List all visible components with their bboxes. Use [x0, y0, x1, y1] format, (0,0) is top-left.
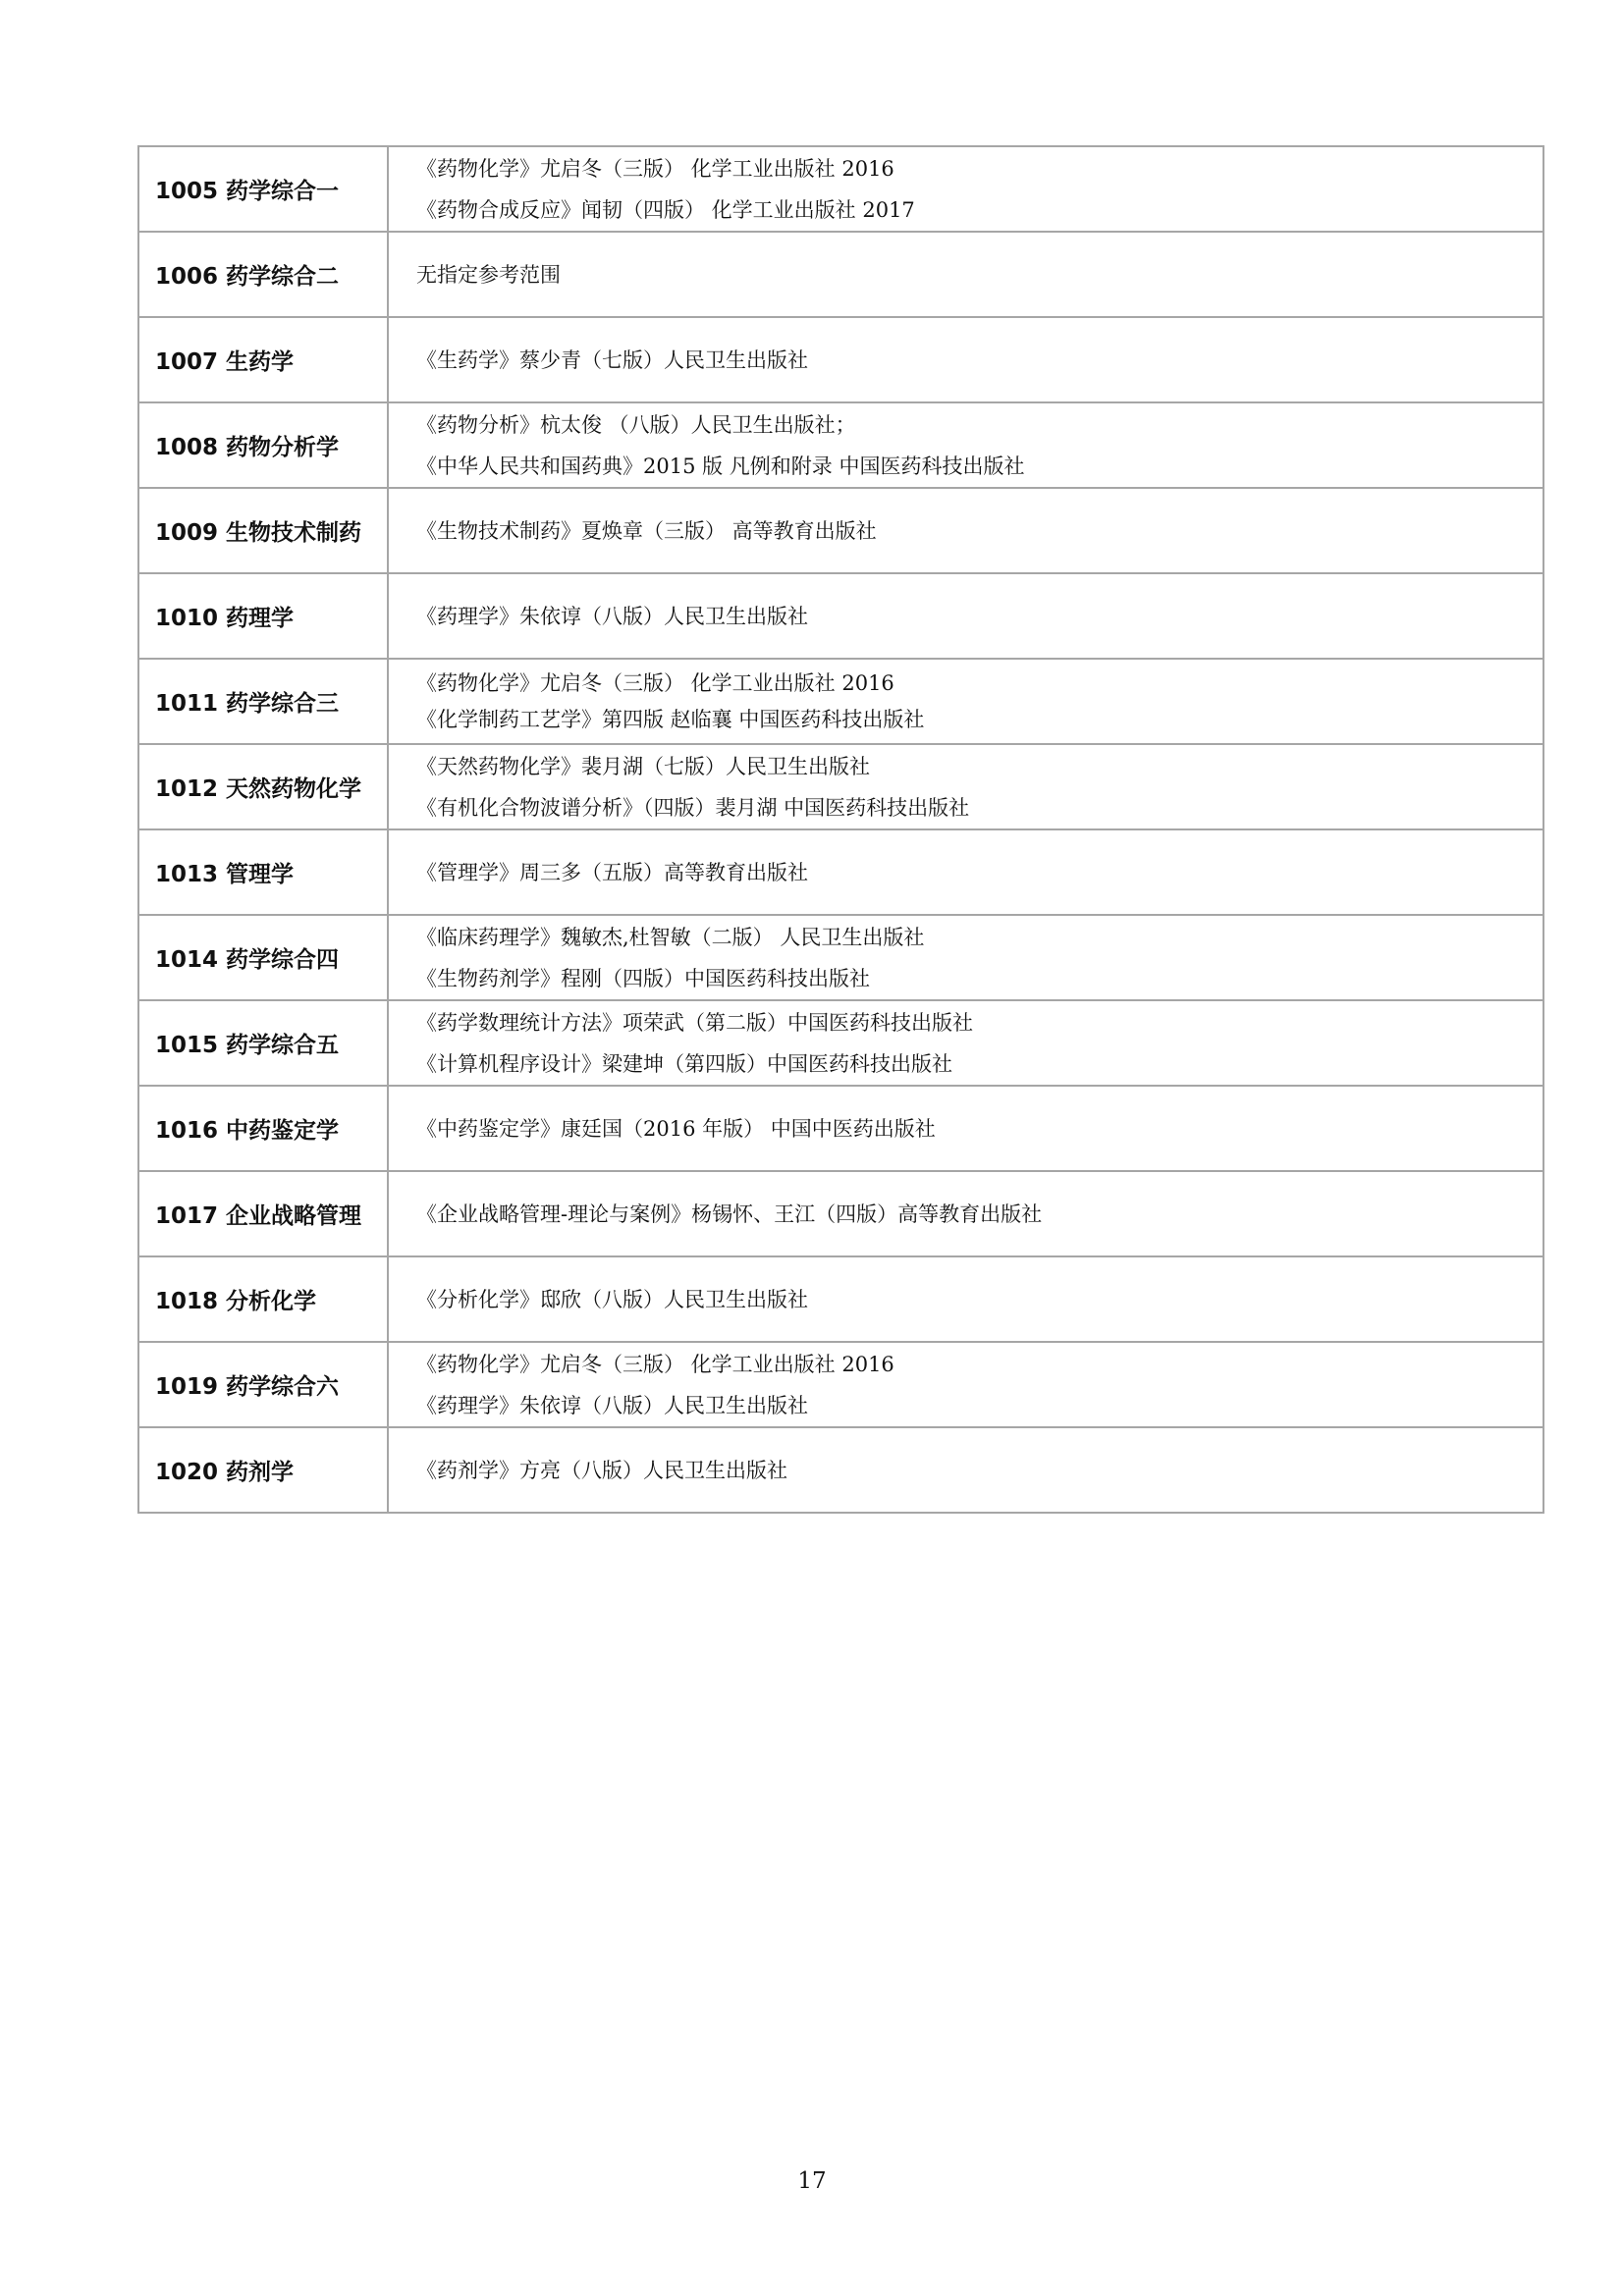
books-cell [388, 1427, 1543, 1513]
book-entry: 《有机化合物波谱分析》（四版）裴月湖 中国医药科技出版社 [416, 795, 970, 820]
subject-cell: 1005 药学综合一 [138, 146, 388, 232]
book-entry: 《生药学》蔡少青（七版）人民卫生出版社 [416, 347, 808, 372]
page-number: 17 [797, 2168, 827, 2194]
book-entry: 无指定参考范围 [416, 262, 561, 287]
book-entry: 《管理学》周三多（五版）高等教育出版社 [416, 860, 808, 884]
subject-cell: 1009 生物技术制药 [138, 488, 388, 573]
books-cell [388, 146, 1543, 232]
books-cell [388, 829, 1543, 915]
books-cell [388, 1256, 1543, 1342]
table-row [138, 1171, 1543, 1256]
books-cell [388, 232, 1543, 317]
subject-cell: 1007 生药学 [138, 317, 388, 402]
table-row [138, 1342, 1543, 1427]
books-cell [388, 573, 1543, 659]
book-entry: 《中华人民共和国药典》2015 版 凡例和附录 中国医药科技出版社 [416, 454, 1025, 478]
book-entry: 《计算机程序设计》梁建坤（第四版）中国医药科技出版社 [416, 1051, 952, 1076]
books-cell [388, 1086, 1543, 1171]
table-row [138, 659, 1543, 744]
book-entry: 《天然药物化学》裴月湖（七版）人民卫生出版社 [416, 754, 870, 778]
book-entry: 《药物合成反应》闻韧（四版） 化学工业出版社 2017 [416, 197, 915, 222]
subject-cell: 1010 药理学 [138, 573, 388, 659]
books-cell [388, 659, 1543, 744]
books-cell [388, 488, 1543, 573]
books-cell [388, 744, 1543, 829]
table-row [138, 232, 1543, 317]
subject-cell: 1020 药剂学 [138, 1427, 388, 1513]
table-row [138, 915, 1543, 1000]
table-row [138, 573, 1543, 659]
table-row [138, 1427, 1543, 1513]
table-row [138, 402, 1543, 488]
books-cell [388, 915, 1543, 1000]
book-entry: 《药理学》朱依谆（八版）人民卫生出版社 [416, 1393, 808, 1417]
table-row [138, 1000, 1543, 1086]
subject-cell: 1017 企业战略管理 [138, 1171, 388, 1256]
subject-cell: 1013 管理学 [138, 829, 388, 915]
book-entry: 《药物分析》杭太俊 （八版）人民卫生出版社； [416, 412, 856, 437]
table-row [138, 146, 1543, 232]
book-entry: 《化学制药工艺学》第四版 赵临襄 中国医药科技出版社 [416, 707, 925, 731]
books-cell [388, 1342, 1543, 1427]
table-row [138, 744, 1543, 829]
table-row [138, 1086, 1543, 1171]
books-cell [388, 317, 1543, 402]
book-entry: 《企业战略管理-理论与案例》杨锡怀、王江（四版）高等教育出版社 [416, 1201, 1043, 1226]
book-entry: 《临床药理学》魏敏杰,杜智敏（二版） 人民卫生出版社 [416, 925, 925, 949]
table-row [138, 1256, 1543, 1342]
table-row [138, 829, 1543, 915]
book-entry: 《中药鉴定学》康廷国（2016 年版） 中国中医药出版社 [416, 1116, 936, 1141]
subject-cell: 1018 分析化学 [138, 1256, 388, 1342]
book-entry: 《药理学》朱依谆（八版）人民卫生出版社 [416, 604, 808, 628]
subject-cell: 1016 中药鉴定学 [138, 1086, 388, 1171]
books-cell [388, 1171, 1543, 1256]
table-row [138, 488, 1543, 573]
book-entry: 《药物化学》尤启冬（三版） 化学工业出版社 2016 [416, 1352, 894, 1376]
books-cell [388, 402, 1543, 488]
books-cell [388, 1000, 1543, 1086]
book-entry: 《药学数理统计方法》项荣武（第二版）中国医药科技出版社 [416, 1010, 973, 1035]
reference-books-table [137, 145, 1544, 1514]
subject-cell: 1014 药学综合四 [138, 915, 388, 1000]
subject-cell: 1012 天然药物化学 [138, 744, 388, 829]
book-entry: 《药物化学》尤启冬（三版） 化学工业出版社 2016 [416, 156, 894, 181]
subject-cell: 1008 药物分析学 [138, 402, 388, 488]
subject-cell: 1006 药学综合二 [138, 232, 388, 317]
subject-cell: 1011 药学综合三 [138, 659, 388, 744]
subject-cell: 1015 药学综合五 [138, 1000, 388, 1086]
table-row [138, 317, 1543, 402]
book-entry: 《分析化学》邸欣（八版）人民卫生出版社 [416, 1287, 808, 1311]
book-entry: 《药剂学》方亮（八版）人民卫生出版社 [416, 1458, 787, 1482]
subject-cell: 1019 药学综合六 [138, 1342, 388, 1427]
book-entry: 《药物化学》尤启冬（三版） 化学工业出版社 2016 [416, 670, 894, 695]
book-entry: 《生物技术制药》夏焕章（三版） 高等教育出版社 [416, 518, 877, 543]
book-entry: 《生物药剂学》程刚（四版）中国医药科技出版社 [416, 966, 870, 990]
